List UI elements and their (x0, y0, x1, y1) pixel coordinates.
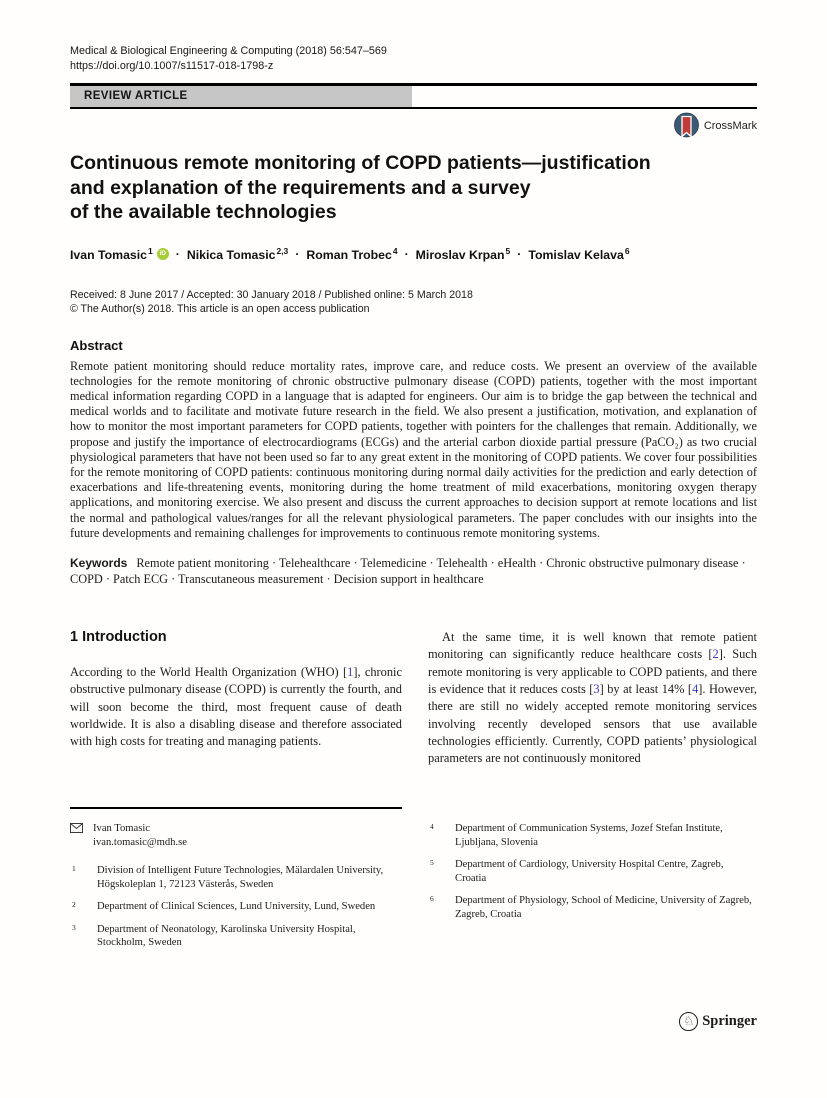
footnote-text: Department of Physiology, School of Medicine, University of Zagreb, Zagreb, Croatia (455, 895, 752, 920)
footnote-item (428, 822, 757, 849)
footnotes-area (70, 807, 757, 959)
author-separator: · (295, 246, 300, 261)
citation-ref-3[interactable]: 3 (593, 681, 600, 696)
section-heading-introduction: 1 Introduction (70, 629, 167, 646)
author-separator: · (404, 246, 409, 261)
author-separator: · (175, 246, 180, 261)
author-separator: · (517, 246, 522, 261)
introduction-columns (70, 629, 757, 767)
footnote-text: Department of Communication Systems, Jozef Stefan Institute, Ljubljana, Slovenia (455, 823, 723, 848)
correspondence-name: Ivan Tomasic (93, 823, 151, 835)
article-type-label: REVIEW ARTICLE (84, 90, 188, 102)
springer-logo (679, 1012, 757, 1031)
article-type-banner (70, 86, 412, 107)
left-column (70, 629, 402, 767)
footnote-text: Department of Cardiology, University Hospital Centre, Zagreb, Croatia (455, 859, 724, 884)
citation-ref-4[interactable]: 4 (692, 681, 699, 696)
author-name[interactable]: Roman Trobec$^4$ (306, 245, 398, 262)
intro-right-paragraph: At the same time, it is well known that remote patient monitoring can significantly reduce healthcare costs [2]. Such remote monitoring is very applicable to COPD patients, and there is evidence that it reduces costs [3] by at least 14% [4]. However, there are still no widely accepted remote monitoring services involving recently developed sensors that use available technologies efficiently. Currently, COPD patients’ physiological parameters are not continuously monitored (428, 630, 757, 766)
article-title (70, 151, 757, 225)
footnote-item (428, 894, 757, 921)
citation-ref-2[interactable]: 2 (712, 647, 719, 662)
copyright-line: © The Author(s) 2018. This article is an open access publication (70, 302, 370, 315)
author-affiliation-sup: 4 (392, 245, 398, 256)
footnote-number: 5 (430, 858, 434, 868)
footnote-item (70, 900, 402, 914)
author-name[interactable]: Miroslav Krpan$^5$ (415, 245, 511, 262)
author-list (70, 246, 757, 262)
crossmark-badge[interactable] (674, 112, 757, 140)
article-title-line2: and explanation of the requirements and a survey (70, 176, 531, 199)
footnotes-left-column (70, 807, 402, 959)
abstract-heading: Abstract (70, 337, 123, 353)
footnote-item (70, 923, 402, 950)
footnote-item (70, 864, 402, 891)
correspondence-block (70, 822, 402, 849)
journal-citation-line: Medical & Biological Engineering & Computing (2018) 56:547–569 (70, 45, 387, 57)
author-affiliation-sup: 2,3 (276, 245, 289, 256)
springer-label: Springer (702, 1013, 757, 1029)
springer-knight-icon: ♘ (679, 1012, 698, 1031)
footnote-text: Division of Intelligent Future Technologies, Mälardalen University, Högskoleplan 1, 72123 Västerås, Sweden (97, 865, 384, 890)
footnote-number: 1 (72, 864, 76, 874)
author-name[interactable]: Nikica Tomasic$^{2,3}$ (186, 245, 289, 262)
footnote-item (428, 858, 757, 885)
article-title-line1: Continuous remote monitoring of COPD patients—justification (70, 152, 651, 174)
dates-line: Received: 8 June 2017 / Accepted: 30 January 2018 / Published online: 5 March 2018 (70, 288, 473, 301)
author-affiliation-sup: 5 (505, 245, 511, 256)
author-name[interactable]: Tomislav Kelava$^6$ (528, 245, 630, 262)
footnotes-right-column (428, 807, 757, 959)
author-name[interactable]: Ivan Tomasic$^1$ (70, 245, 153, 262)
crossmark-label: CrossMark (703, 120, 757, 132)
crossmark-row (70, 109, 757, 143)
footnote-text: Department of Neonatology, Karolinska University Hospital, Stockholm, Sweden (97, 923, 356, 949)
author-affiliation-sup: 6 (624, 245, 630, 256)
keywords-block (70, 556, 757, 587)
correspondence-email[interactable]: ivan.tomasic@mdh.se (93, 836, 187, 848)
footnote-number: 6 (430, 894, 434, 904)
footnote-text: Department of Clinical Sciences, Lund University, Lund, Sweden (97, 901, 376, 913)
citation-ref-1[interactable]: 1 (347, 665, 354, 680)
correspondence-text (93, 822, 187, 849)
orcid-icon[interactable]: iD (157, 248, 169, 260)
keywords-text: Remote patient monitoring · Telehealthcare · Telemedicine · Telehealth · eHealth · Chronic obstructive pulmonary disease · COPD · Patch ECG · Transcutaneous measurement · Decision support in healthcare (70, 556, 746, 586)
abstract-text: Remote patient monitoring should reduce mortality rates, improve care, and reduce costs. We present an overview of the available technologies for the remote monitoring of chronic obstructive pulmonary disease (COPD) patients, together with the most important medical information regarding COPD in a language that is adapted for engineers. Our aim is to bridge the gap between the technical and medical worlds and to facilitate and motivate future research in the field. We also present a justification, motivation, and explanation of how to monitor the most important parameters for COPD patients, together with pointers for the challenges that remain. Additionally, we propose and justify the importance of electrocardiograms (ECGs) and the arterial carbon dioxide partial pressure (PaCO₂) as two crucial physiological parameters that have not been used so far to any great extent in the monitoring of COPD patients. We cover four possibilities for the remote monitoring of COPD patients: continuous monitoring during normal daily activities for the prediction and early detection of exacerbations and life-threatening events, monitoring during the home treatment of mild exacerbations, monitoring oxygen therapy applications, and monitoring exercise. We also present and discuss the current approaches to decision support at remote locations and list the normal and pathological values/ranges for all the relevant physiological parameters. The paper concludes with our insights into the future developments and remaining challenges for improvements to continuous remote monitoring systems. (70, 358, 757, 540)
article-title-line3: of the available technologies (70, 201, 337, 223)
footnote-number: 2 (72, 900, 76, 910)
doi-link[interactable]: https://doi.org/10.1007/s11517-018-1798-z (70, 60, 274, 72)
footnote-number: 3 (72, 922, 76, 932)
footnote-number: 4 (430, 822, 434, 832)
envelope-icon (70, 822, 84, 849)
right-column (428, 629, 757, 767)
crossmark-icon (674, 112, 699, 140)
author-affiliation-sup: 1 (148, 245, 153, 256)
intro-left-paragraph: According to the World Health Organization (WHO) [1], chronic obstructive pulmonary disease (COPD) is currently the fourth, and will soon become the third, most frequent cause of death worldwide. It is also a disabling disease and therefore associated with high costs for treating and managing patients. (70, 665, 402, 749)
keywords-label: Keywords (70, 556, 128, 571)
